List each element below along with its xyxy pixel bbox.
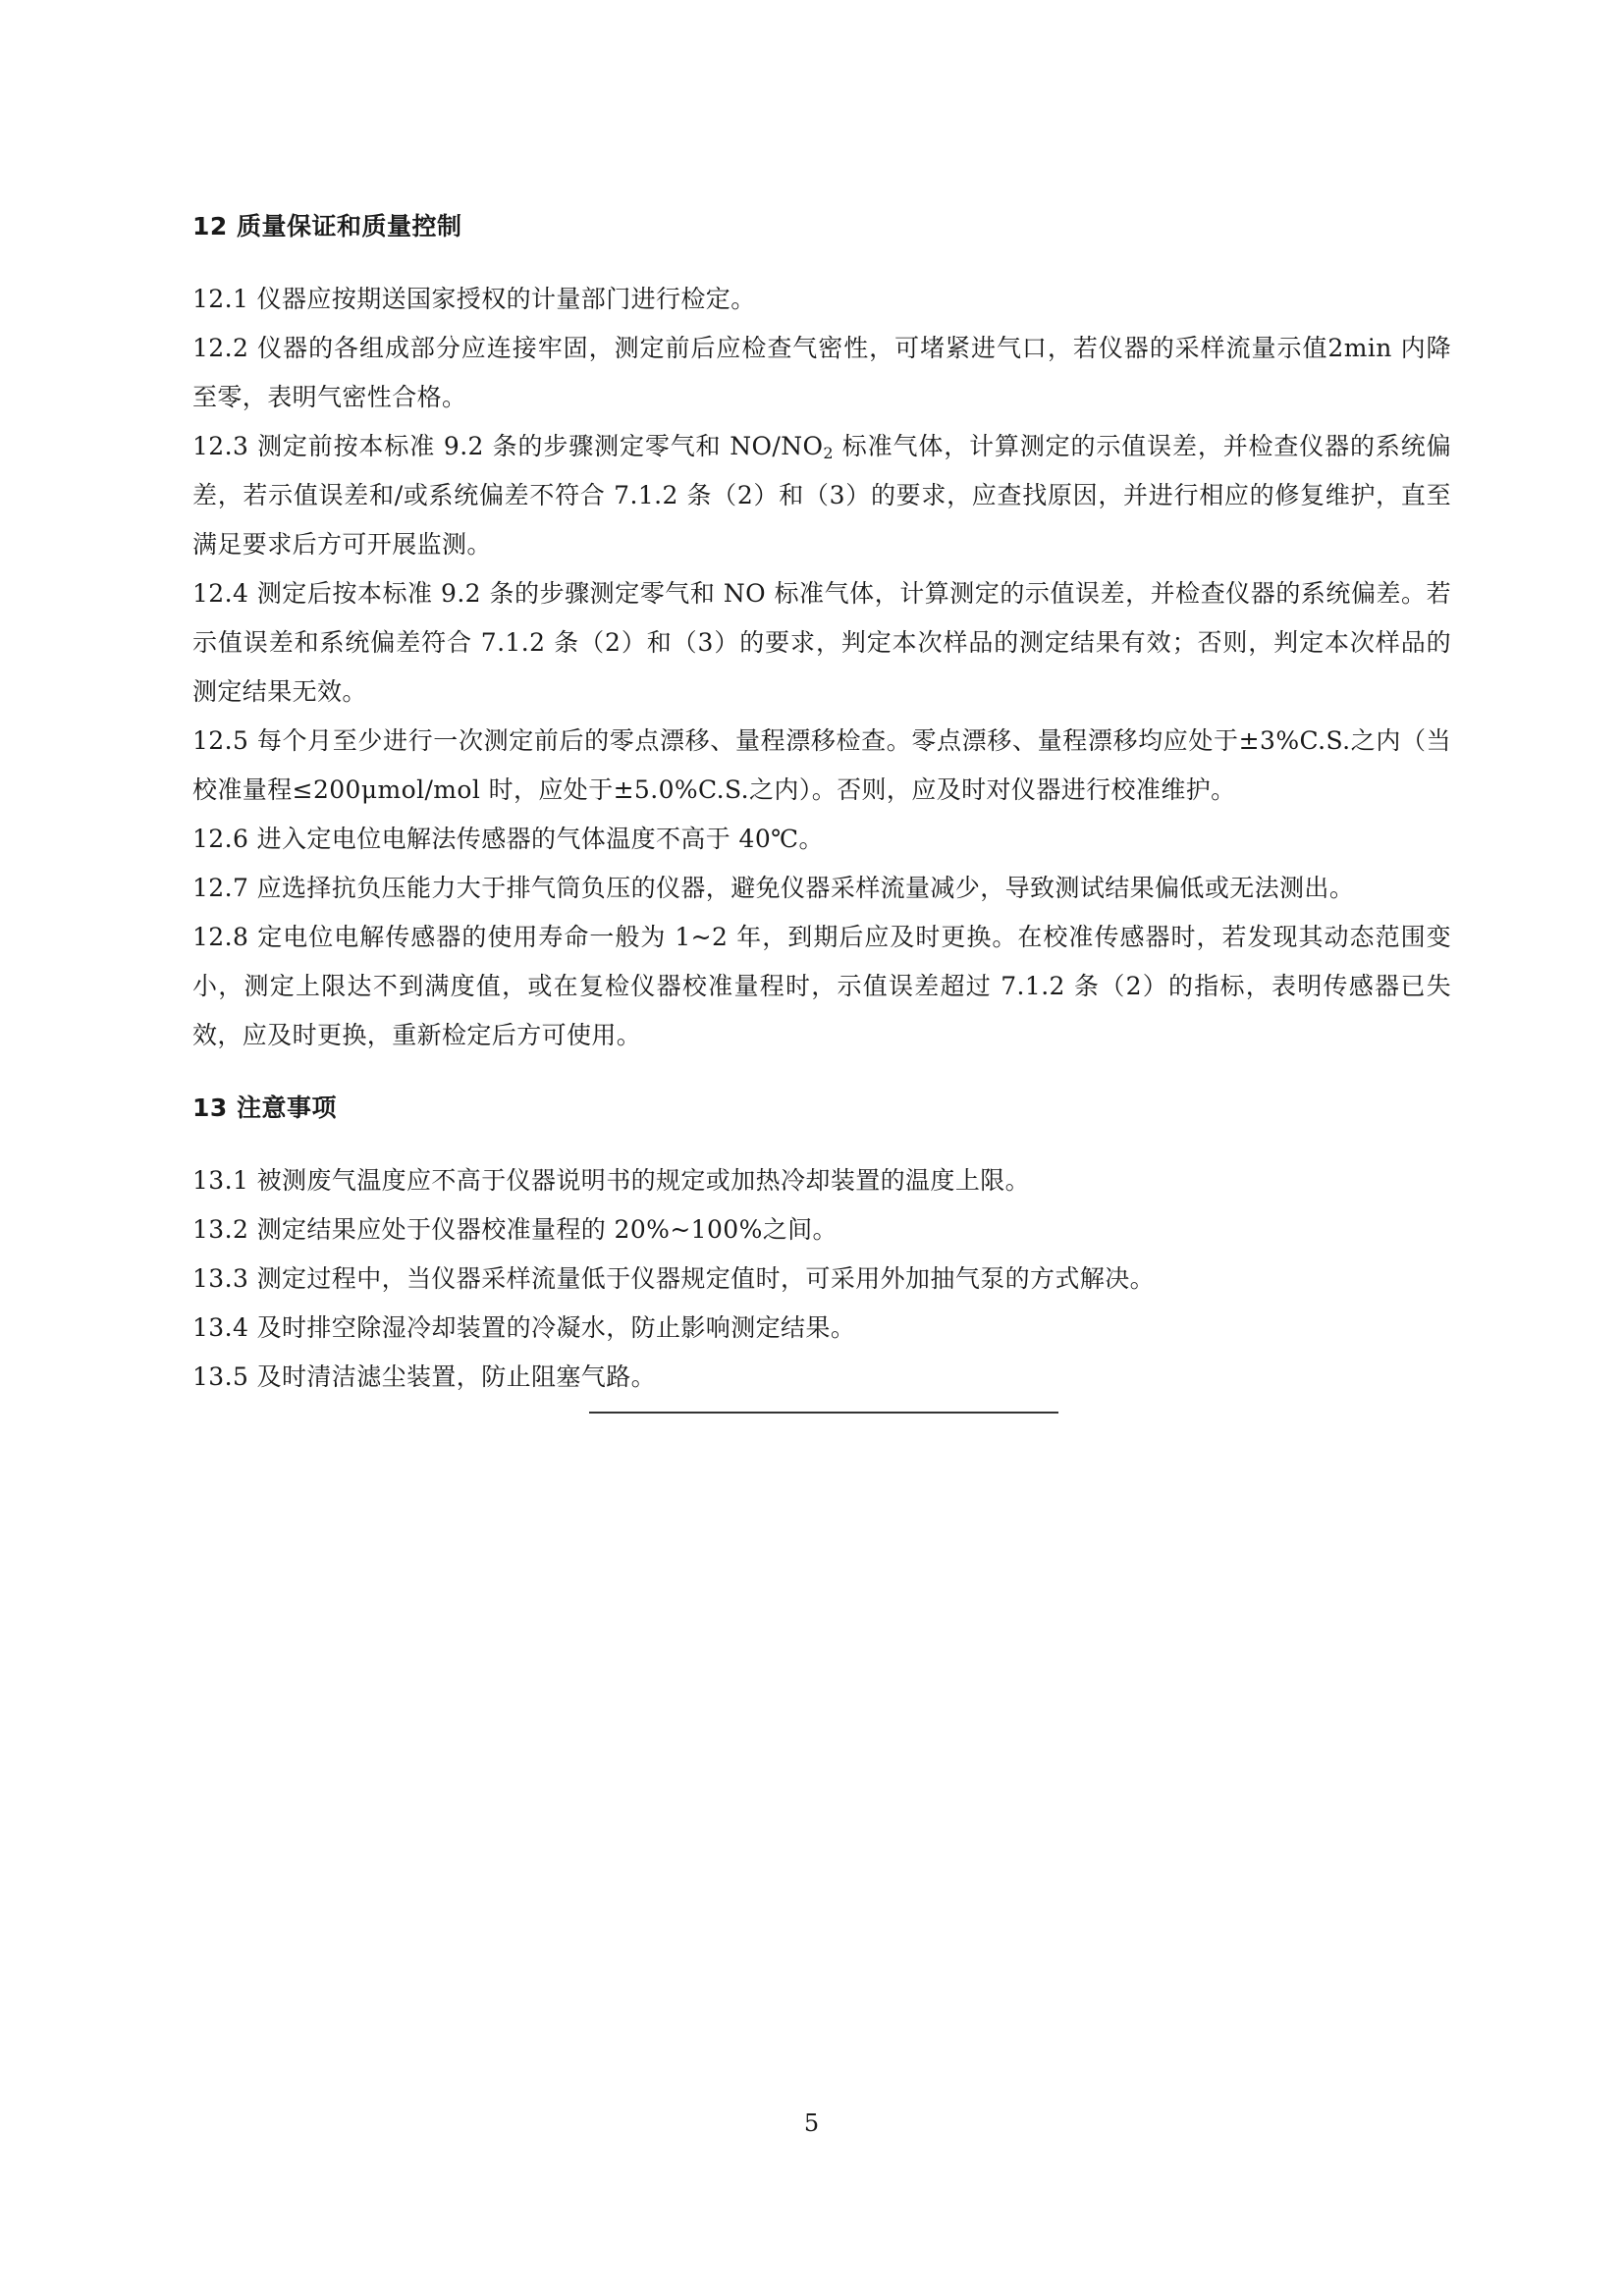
- clause-12-3: [192, 422, 1451, 569]
- document-body: [192, 194, 1451, 1402]
- clause-13-5: 13.5 及时清洁滤尘装置，防止阻塞气路。: [192, 1362, 657, 1391]
- clause-12-3-part1: 12.3 测定前按本标准 9.2 条的步骤测定零气和 NO/NO: [192, 432, 824, 460]
- clause-12-4: 12.4 测定后按本标准 9.2 条的步骤测定零气和 NO 标准气体，计算测定的示值误差，并检查仪器的系统偏差。若示值误差和系统偏差符合 7.1.2 条（2）和（3）的要求，判定本次样品的测定结果有效；否则，判定本次样品的测定结果无效。: [192, 579, 1451, 706]
- clause-12-1: 12.1 仪器应按期送国家授权的计量部门进行检定。: [192, 285, 756, 313]
- page-number: 5: [803, 2109, 820, 2137]
- spacer: [192, 1060, 1451, 1076]
- clause-12-6: 12.6 进入定电位电解法传感器的气体温度不高于 40℃。: [192, 825, 824, 853]
- clause-12-3-part2: 标准气体，计算测定的示值误差，并检查仪器的系统偏差，若示值误差和/或系统偏差不符合 7.1.2 条（2）和（3）的要求，应查找原因，并进行相应的修复维护，直至满足要求后方可开展监测。: [192, 432, 1451, 559]
- clause-13-2: 13.2 测定结果应处于仪器校准量程的 20%~100%之间。: [192, 1215, 838, 1244]
- spacer: [192, 259, 1451, 275]
- clause-12-2: 12.2 仪器的各组成部分应连接牢固，测定前后应检查气密性，可堵紧进气口，若仪器的采样流量示值2min 内降至零，表明气密性合格。: [192, 334, 1451, 411]
- clause-12-5: 12.5 每个月至少进行一次测定前后的零点漂移、量程漂移检查。零点漂移、量程漂移均应处于±3%C.S.之内（当校准量程≤200μmol/mol 时，应处于±5.0%C.S.之内）。否则，应及时对仪器进行校准维护。: [192, 726, 1451, 804]
- clause-12-3-subscript: 2: [823, 444, 834, 462]
- clause-12-7: 12.7 应选择抗负压能力大于排气筒负压的仪器，避免仪器采样流量减少，导致测试结果偏低或无法测出。: [192, 874, 1355, 902]
- end-of-document-rule: [589, 1412, 1058, 1414]
- section-13-heading: 13 注意事项: [192, 1094, 337, 1122]
- clause-13-3: 13.3 测定过程中，当仪器采样流量低于仪器规定值时，可采用外加抽气泵的方式解决。: [192, 1264, 1156, 1293]
- clause-13-1: 13.1 被测废气温度应不高于仪器说明书的规定或加热冷却装置的温度上限。: [192, 1166, 1031, 1195]
- clause-12-8: 12.8 定电位电解传感器的使用寿命一般为 1~2 年，到期后应及时更换。在校准传感器时，若发现其动态范围变小，测定上限达不到满度值，或在复检仪器校准量程时，示值误差超过 7.1.2 条（2）的指标，表明传感器已失效，应及时更换，重新检定后方可使用。: [192, 923, 1451, 1049]
- section-12-heading: 12 质量保证和质量控制: [192, 212, 462, 240]
- clause-13-4: 13.4 及时排空除湿冷却装置的冷凝水，防止影响测定结果。: [192, 1313, 856, 1342]
- spacer: [192, 1141, 1451, 1156]
